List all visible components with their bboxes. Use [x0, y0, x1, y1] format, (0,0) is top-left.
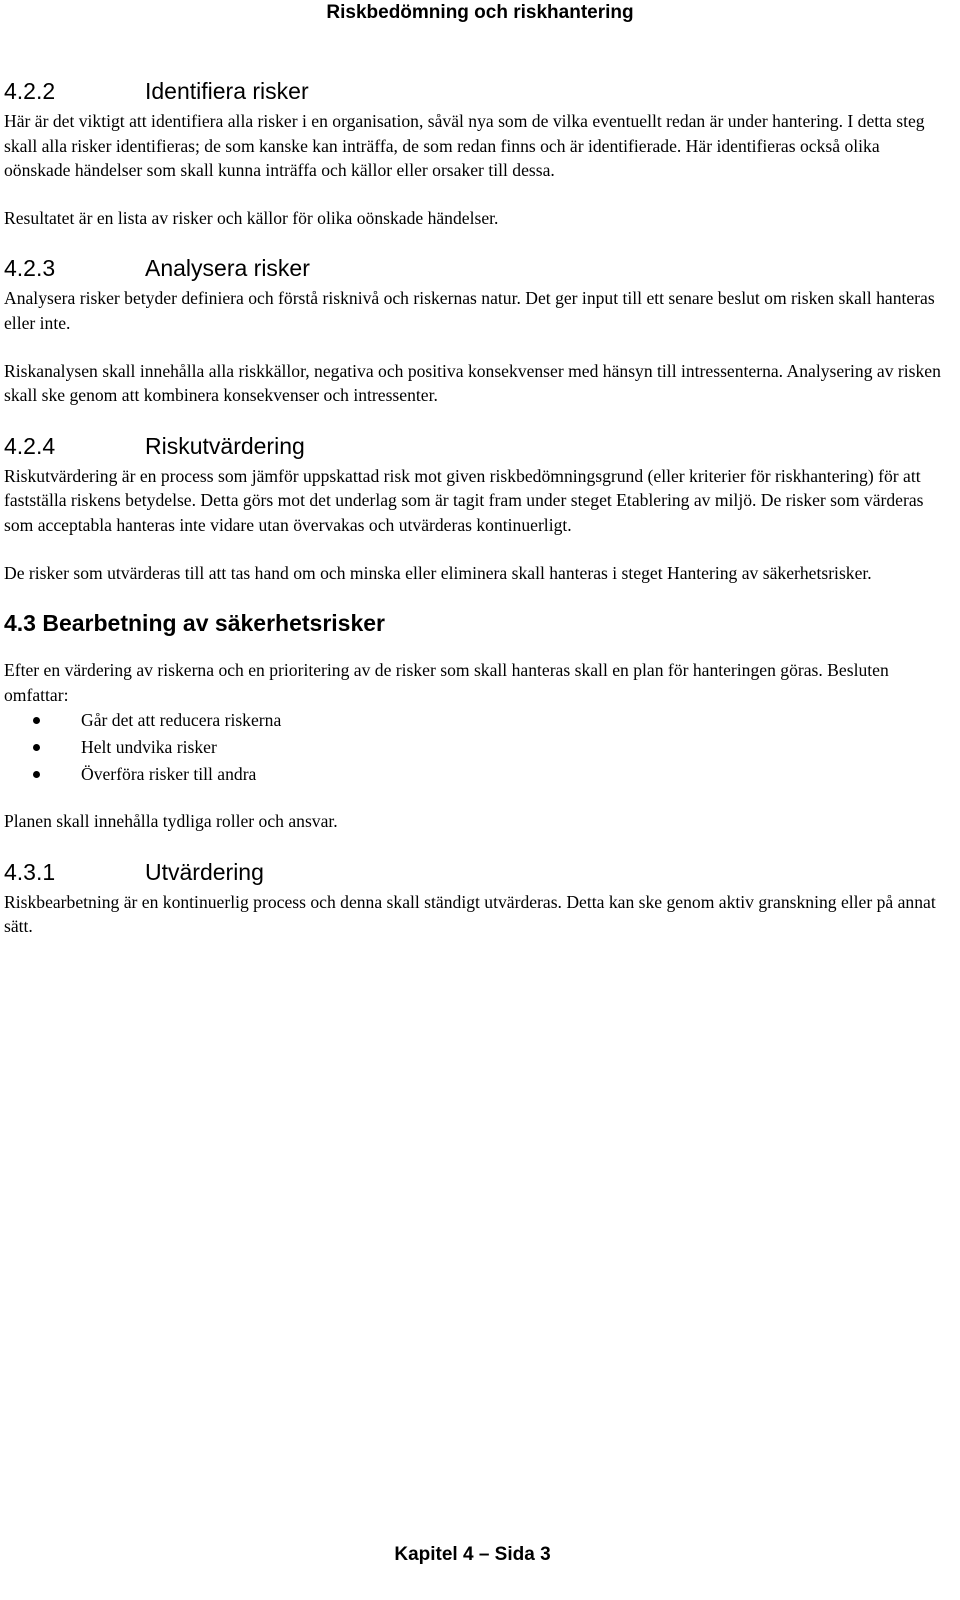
- page-footer: [0, 1542, 945, 1568]
- document-body: [4, 76, 949, 962]
- section-heading-4-3: 4.3 Bearbetning av säkerhetsrisker: [4, 610, 385, 637]
- section-heading-4-3-1: [4, 857, 949, 887]
- list-item: Helt undvika risker: [4, 734, 949, 761]
- section-title: Riskutvärdering: [145, 432, 305, 459]
- paragraph: Riskutvärdering är en process som jämför uppskattad risk mot given riskbedömningsgrund (eller kriterier för riskhantering) för att fastställa riskens betydelse. Detta görs mot det underlag som är tagit fram under steget Etablering av miljö. De risker som värderas som acceptabla hanteras inte vidare utan övervakas och utvärderas kontinuerligt.: [4, 465, 924, 535]
- header-title: Riskbedömning och riskhantering: [326, 2, 634, 23]
- section-number: 4.2.3: [4, 255, 56, 282]
- paragraph: Riskanalysen skall innehålla alla riskkällor, negativa och positiva konsekvenser med hänsyn till intressenterna. Analysering av risken skall ske genom att kombinera konsekvenser och intressenter.: [4, 360, 941, 406]
- paragraph: De risker som utvärderas till att tas hand om och minska eller eliminera skall hanteras i steget Hantering av säkerhetsrisker.: [4, 562, 872, 583]
- section-title: Analysera risker: [145, 255, 310, 282]
- paragraph: Riskbearbetning är en kontinuerlig process och denna skall ständigt utvärderas. Detta kan ske genom aktiv granskning eller på annat sätt.: [4, 891, 936, 937]
- list-item: Går det att reducera riskerna: [4, 707, 949, 734]
- section-heading-4-2-4: [4, 431, 949, 461]
- section-heading-4-2-2: [4, 76, 949, 106]
- bullet-list: [4, 707, 949, 787]
- paragraph: Här är det viktigt att identifiera alla risker i en organisation, såväl nya som de vilka eventuellt redan är under hantering. I detta steg skall alla risker identifieras; de som kanske kan inträffa, de som redan finns och är identifierade. Här identifieras också olika oönskade händelser som skall kunna inträffa och källor eller orsaker till dessa.: [4, 111, 925, 181]
- section-title: Identifiera risker: [145, 78, 309, 104]
- list-item: Överföra risker till andra: [4, 761, 949, 788]
- section-title: Utvärdering: [145, 858, 264, 885]
- section-number: 4.2.2: [4, 78, 56, 104]
- paragraph: Resultatet är en lista av risker och källor för olika oönskade händelser.: [4, 207, 499, 228]
- paragraph: Efter en värdering av riskerna och en prioritering av de risker som skall hanteras skall en plan för hanteringen göras. Besluten omfattar:: [4, 660, 889, 705]
- page-header: [0, 0, 960, 26]
- section-number: 4.3.1: [4, 858, 56, 885]
- footer-page-label: Kapitel 4 – Sida 3: [394, 1544, 551, 1565]
- paragraph: Planen skall innehålla tydliga roller och ansvar.: [4, 811, 338, 832]
- section-number: 4.2.4: [4, 432, 56, 459]
- paragraph: Analysera risker betyder definiera och förstå risknivå och riskernas natur. Det ger input till ett senare beslut om risken skall hanteras eller inte.: [4, 288, 935, 333]
- section-heading-4-2-3: [4, 253, 949, 283]
